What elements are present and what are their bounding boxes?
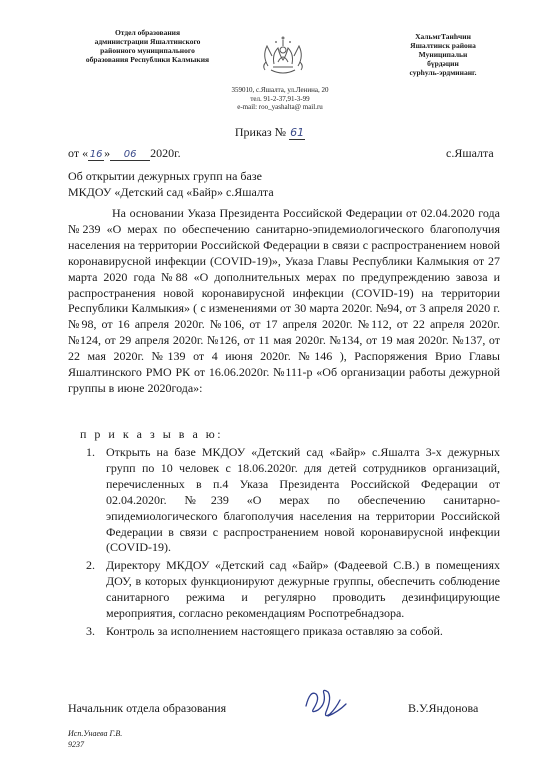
subject-line: Об открытии дежурных групп на базе: [68, 169, 262, 183]
executor-phone: 9237: [68, 740, 84, 749]
preamble-paragraph: На основании Указа Президента Российской Федерации от 02.04.2020 года №239 «О мерах по обеспечению санитарно-эпидемиологического благополучия населения на территории Российской Федерации в связи с распространением новой коронавирусной инфекции (COVID-19)», Указа Главы Республики Калмыкия от 27 марта 2020 года №88 «О дополнительных мерах по предупреждению завоза и распространения новой коронавирусной инфекции (COVID-19) на территории Республики Калмыкия» ( с изменениями от 30 марта 2020г. №94, от 3 апреля 2020 г. №98, от 16 апреля 2020г. №106, от 17 апреля 2020г. №112, от 22 апреля 2020г. №124, от 29 апреля 2020г. №126, от 11 мая 2020г. №134, от 19 мая 2020г. №137, от 22 мая 2020г. №139 от 4 июня 2020г. №146 ), Распоряжения Врио Главы Яшалтинского РМО РК от 16.06.2020г. №111-р «Об организации работы дежурной группы в июне 2020года»:: [68, 206, 500, 395]
order-item: [86, 624, 500, 640]
order-word: п р и к а з ы в а ю:: [80, 427, 224, 441]
header-left-line: районного муниципального: [100, 46, 195, 55]
header-right-line: Яшалтинск района: [410, 41, 476, 50]
signature-stroke: [306, 690, 346, 716]
order-subject: [68, 168, 328, 200]
order-title: [200, 125, 340, 140]
address-line: 359010, с.Яшалта, ул.Ленина, 20: [231, 86, 329, 94]
order-item-number: 2.: [86, 558, 95, 573]
order-item: [86, 445, 500, 556]
header-left-line: образования Республики Калмыкия: [85, 55, 210, 64]
order-item-number: 3.: [86, 623, 95, 638]
date-day: 16: [89, 149, 103, 160]
order-number: 61: [290, 126, 305, 139]
kalmykia-emblem-icon: [258, 32, 308, 78]
order-item-number: 1.: [86, 445, 95, 459]
header-right-line: Муниципальн: [418, 50, 468, 59]
order-place: с.Яшалта: [446, 146, 494, 160]
header-left-line: администрации Яшалтинского: [94, 37, 201, 46]
header-address: [215, 86, 345, 112]
date-month: 06: [110, 149, 150, 161]
signatory-title: Начальник отдела образования: [68, 701, 227, 715]
order-title-label: Приказ №: [234, 125, 287, 139]
email-line: e-mail: roo_yashalta@ mail.ru: [237, 103, 323, 111]
order-date: [68, 146, 181, 161]
handwritten-signature-icon: [300, 686, 350, 720]
header-right-line: сурһуль-эрдминанг.: [409, 68, 477, 77]
order-item-text: Контроль за исполнением настоящего приказа оставляю за собой.: [106, 623, 443, 638]
header-left-line: Отдел образования: [114, 28, 181, 37]
signatory-name: В.У.Яндонова: [408, 701, 479, 715]
header-right-block: [378, 32, 508, 77]
order-items-list: [86, 445, 500, 642]
order-item-text: Директору МКДОУ «Детский сад «Байр» (Фадеевой С.В.) в помещениях ДОУ, в которых функционируют дежурные группы, обеспечить соблюдение санитарного режима и регулярно проводить дезинфицирующие мероприятия, согласно рекомендациям Роспотребнадзора.: [106, 558, 500, 621]
date-prefix: от «: [68, 146, 89, 160]
order-item-text: Открыть на базе МКДОУ «Детский сад «Байр» с.Яшалта 3-х дежурных групп по 10 человек с 18.06.2020г. для детей сотрудников организаций, перечисленных в п.4 Указа Президента Российской Федерации от 02.04.2020г. №239 «О мерах по обеспечению санитарно-эпидемиологического благополучия населения на территории Российской Федерации в связи с распространением новой коронавирусной инфекции (COVID-19).: [106, 445, 500, 555]
date-year: 2020г.: [150, 146, 181, 160]
subject-line: МКДОУ «Детский сад «Байр» с.Яшалта: [68, 185, 274, 199]
phone-line: тел. 91-2-37,91-3-99: [250, 94, 310, 103]
order-preamble: [68, 206, 500, 397]
header-left-block: [60, 28, 235, 64]
header-right-line: ХальмгТанһчин: [415, 32, 471, 41]
header-right-line: бүрдәцин: [427, 59, 459, 68]
executor-name: Исп.Унаева Г.В.: [68, 729, 123, 738]
order-item: [86, 558, 500, 622]
footer-executor: [68, 728, 122, 750]
date-mid: »: [104, 146, 111, 160]
